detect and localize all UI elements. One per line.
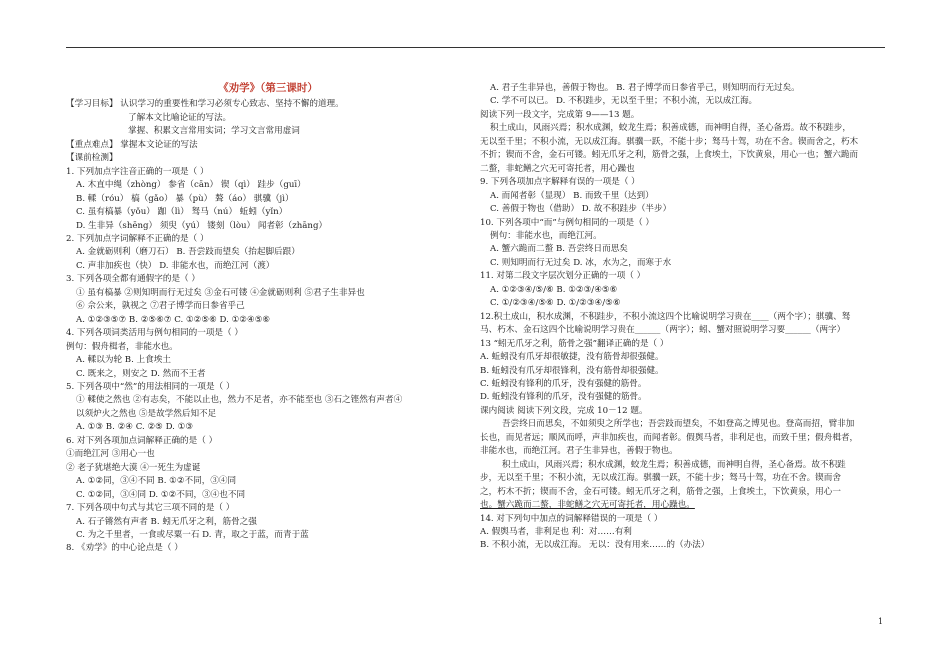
text-line: 10. 下列各项中“而”与例句相同的一项是（ ） [480,217,655,228]
text-line: 了解本文比喻论证的写法。 [128,112,232,123]
text-line: C. 虽有槁暴（yǒu） 跏（lì） 驽马（nú） 蚯蚓（yǐn） [76,207,288,218]
text-line: D. 生非异（shēng） 须臾（yú） 镂刻（lòu） 闻者彰（zhāng） [76,220,328,231]
text-line: 之，朽木不折；锲而不舍，金石可镂。蚓无爪牙之利，筋骨之强，上食埃土，下饮黄泉，用心一 [480,486,841,497]
right-column [480,82,885,553]
text-line: D. 蚯蚓没有锋利的爪牙，没有强健的筋骨。 [480,392,647,403]
text-line: A. 君子生非异也，善假于物也。 B. 君子博学而日参省乎己，则知明而行无过矣。 [490,83,800,93]
text-line: 4. 下列各项词类活用与例句相同的一项是（ ） [66,328,243,339]
page-number: 1 [878,617,884,626]
text-line: 以须炉火之然也 ⑤是故学然后知不足 [76,408,217,419]
text-line: C. 学不可以已。 D. 不积跬步，无以至千里；不积小流，无以成江海。 [490,96,758,107]
left-column [66,82,470,556]
text-line: 7. 下列各项中句式与其它三项不同的是（ ） [66,503,235,514]
text-line: 9. 下列各项加点字解释有误的一项是（ ） [480,177,640,188]
text-line: A. ①②③⑤⑦ B. ②⑤⑥⑦ C. ①②⑤⑥ D. ①②④⑤⑥ [76,314,271,325]
text-line: 1. 下列加点字注音正确的一项是（ ） [66,166,209,177]
text-line: 无以至千里；不积小流，无以成江海。骐骥一跃，不能十步；驽马十驾，功在不舍。锲而舍之，朽木 [480,136,859,147]
header-rule [66,47,885,48]
text-line: ①而绝江河 ③用心一也 [66,449,155,460]
text-line: 例句：假舟楫者，非能水也。 [66,341,178,352]
text-line: 吾尝终日而思矣，不如须臾之所学也；吾尝跂而望矣，不如登高之博见也。登高而招，臂非加 [502,419,855,430]
text-line: ① 輮使之然也 ②有志矣，不能以止也，然力不足者，亦不能至也 ③石之铿然有声者④ [76,395,403,406]
text-line: A. ①③ B. ②④ C. ②⑤ D. ①③ [76,422,194,433]
text-line: A. 蟹六跪而二螯 B. 吾尝终日而思矣 [490,244,628,255]
text-line: A. 木直中绳（zhòng） 参省（cān） 锲（qì） 跬步（guī） [76,180,306,191]
text-line: 步，无以至千里；不积小流，无以成江海。骐骥一跃，不能十步；驽马十驾，功在不舍。锲而舍 [480,473,841,484]
text-line: A. 輮以为轮 B. 上食埃土 [76,355,171,366]
text-line: ① 虽有槁暴 ②则知明而行无过矣 ③金石可镂 ④金就砺则利 ⑤君子生非异也 [76,287,365,298]
text-line: ⑥ 佘公来，孰视之 ⑦君子博学而日参省乎己 [76,301,245,312]
left-text-lines [66,98,470,555]
text-line: A. 蚯蚓没有爪牙却很敏捷，没有筋骨却很强健。 [480,352,664,363]
text-line: 【学习目标】 认识学习的重要性和学习必须专心致志、坚持不懈的道理。 [66,99,344,110]
text-line: A. 金就砺则利（磨刀石） B. 吾尝跂而望矣（抬起脚后跟） [76,247,300,258]
text-line: 马、朽木、金石这四个比喻说明学习贵在______（两字）；蚓、蟹对照说明学习要______（两字） [480,325,846,336]
text-line: C. 则知明而行无过矣 D. 冰，水为之，而寒于水 [490,257,672,268]
text-line: A. 而闻者彰（显现） B. 而致千里（达到） [490,190,654,201]
text-line: 5. 下列各项中“然”的用法相同的一项是（ ） [66,381,235,392]
text-line: 11. 对第二段文字层次划分正确的一项（ ） [480,271,646,282]
text-line: 12.积土成山，积水成渊，不积跬步，不积小流这四个比喻说明学习贵在____（两个字）；骐骥、驽 [480,311,851,322]
text-line: A. ①②同，③④不同 B. ①②不同，③④同 [76,476,237,487]
text-line: 长也，而见者远；顺风而呼，声非加疾也，而闻者彰。假舆马者，非利足也，而致千里；假舟楫者， [480,432,859,443]
text-line: A. 石子锵然有声者 B. 蚓无爪牙之利，筋骨之强 [76,516,257,527]
text-line: B. 不积小流，无以成江海。 无以：没有用来……的（办法） [480,540,710,551]
text-line: 【课前检测】 [66,153,118,164]
text-line: C. 声非加疾也（快） D. 非能水也，而绝江河（渡） [76,260,275,271]
text-line: 例句：非能水也，而绝江河。 [490,230,602,241]
text-line: A. 假舆马者，非利足也 利：对……有利 [480,526,632,537]
text-line: 2. 下列加点字词解释不正确的是（ ） [66,233,209,244]
text-line: 14. 对下列句中加点的词解释错误的一项是（ ） [480,513,663,524]
text-line: 6. 对下列各项加点词解释正确的是（ ） [66,435,218,446]
text-line: 13 “蚓无爪牙之利，筋骨之强”翻译正确的是（ ） [480,338,669,349]
right-text-lines [480,82,885,553]
text-line: 课内阅读 阅读下列文段，完成 10－12 题。 [480,405,648,416]
text-line: C. ①/②③④/⑤⑥ D. ①/②③④/⑤⑥ [490,298,621,309]
text-line: 8. 《劝学》的中心论点是（ ） [66,543,183,554]
text-line: C. 善假于物也（借助） D. 故不积跬步（半步） [490,204,672,215]
text-line: C. 蚯蚓没有锋利的爪牙，没有强健的筋骨。 [480,378,647,389]
text-line: 掌握、积累文言常用实词；学习文言常用虚词 [128,126,300,137]
text-line: 也。蟹六跪而二螯，非蛇鳝之穴无可寄托者，用心躁也。 [480,500,695,511]
text-line: 不折；锲而不舍，金石可镂。蚓无爪牙之利，筋骨之强，上食埃土，下饮黄泉，用心一也；蟹六跪而 [480,150,859,161]
text-line: 阅读下列一段文字，完成第 9——13 题。 [480,109,640,120]
text-line: B. 蚯蚓没有爪牙却很锋利，没有筋骨却很强健。 [480,365,664,376]
text-line: C. 既来之，则安之 D. 然而不王者 [76,368,206,379]
text-line: 【重点难点】 掌握本文论证的写法 [66,139,198,150]
text-line: 3. 下列各项全都有通假字的是（ ） [66,274,200,285]
text-line: C. ①②同，③④同 D. ①②不同，③④也不同 [76,489,246,500]
text-line: 二螯，非蛇鳝之穴无可寄托者，用心躁也 [480,163,635,174]
text-line: B. 輮（róu） 槁（gǎo） 暴（pù） 聱（áo） 骐骥（jì） [76,193,294,204]
text-line: ② 老子犹堪绝大漠 ④一死生为虚诞 [66,462,201,473]
text-line: 积土成山，风雨兴焉；积水成渊，蛟龙生焉；积善成德，而神明自得，圣心备焉。故不积跬 [502,459,846,470]
text-line: 积土成山，风雨兴焉；积水成渊，蛟龙生焉；积善成德，而神明自得，圣心备焉。故不积跬步， [490,123,851,134]
page-title: 《劝学》（第三课时） [218,82,318,94]
text-line: C. 为之千里者，一食或尽粟一石 D. 青，取之于蓝，而青于蓝 [76,529,309,540]
text-line: A. ①②③④/⑤/⑥ B. ①②③/④⑤⑥ [490,284,618,295]
text-line: 非能水也，而绝江河。君子生非异也，善假于物也。 [480,446,678,457]
